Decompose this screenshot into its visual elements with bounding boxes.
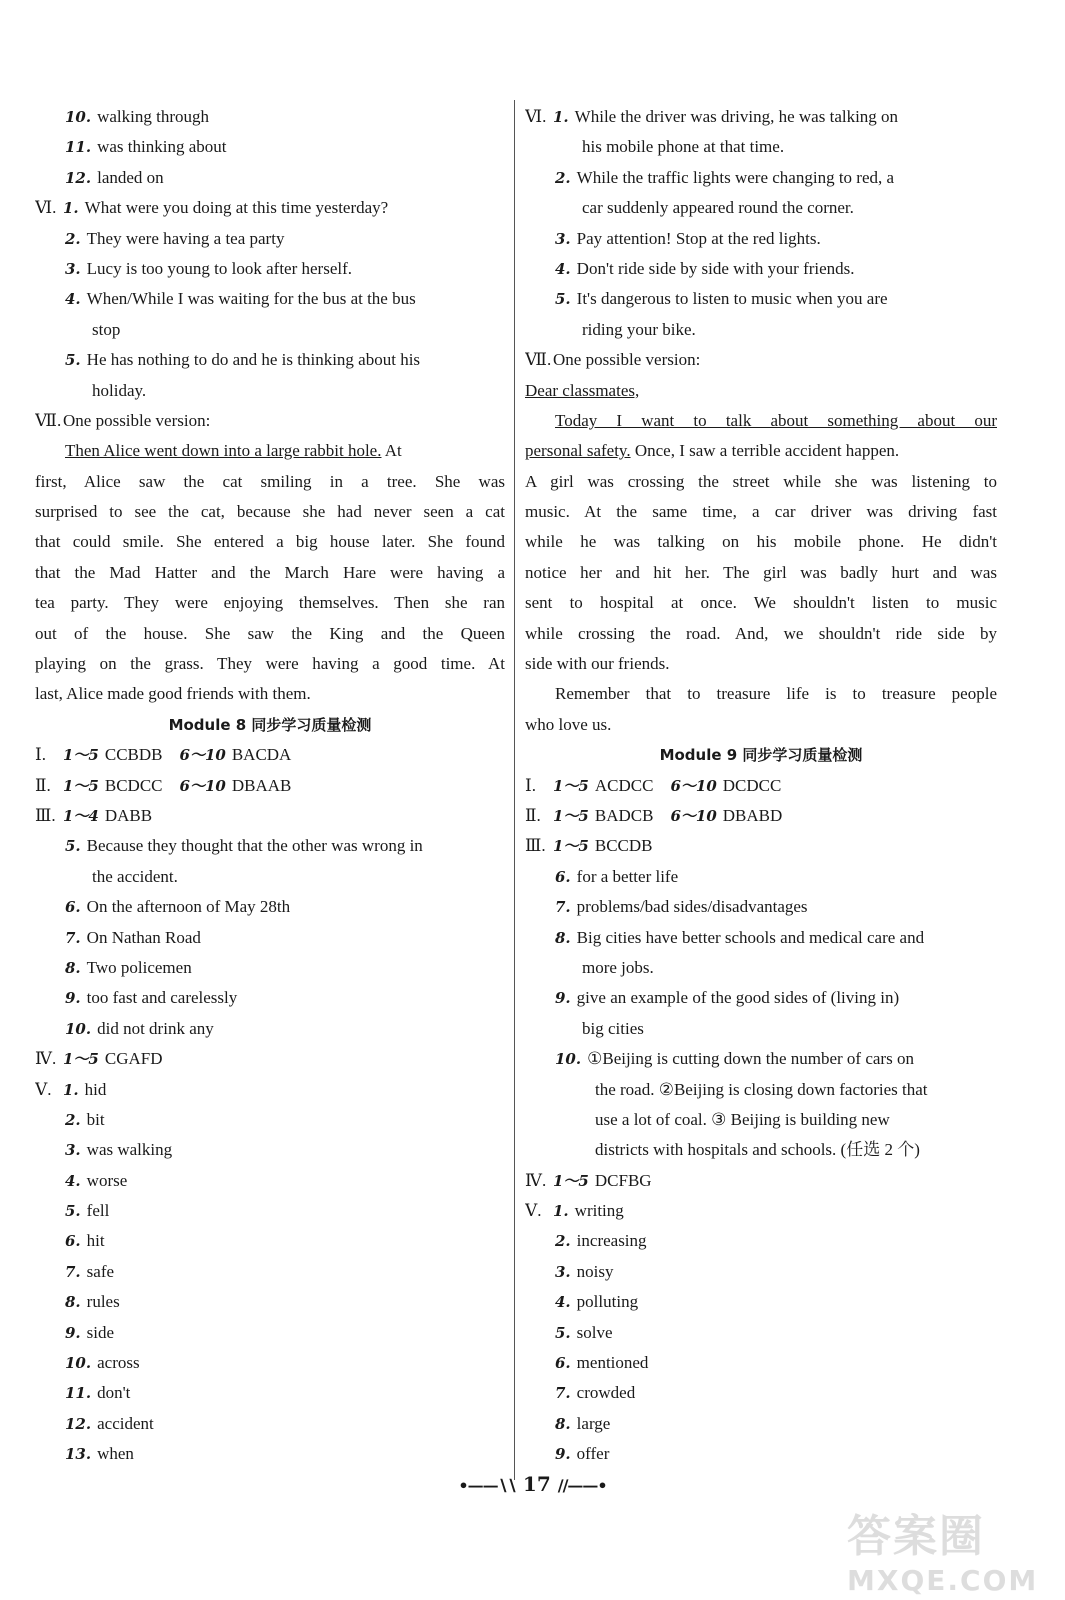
essay-line: who love us.	[525, 714, 612, 734]
answer-line	[35, 193, 505, 223]
section-numeral: Ⅳ.	[35, 1049, 57, 1069]
watermark	[847, 1500, 1047, 1597]
item-number: 10.	[65, 1019, 92, 1038]
answer-text: the accident.	[92, 866, 178, 886]
right-column	[525, 102, 997, 1470]
answer-line	[35, 923, 505, 953]
answer-text: crowded	[576, 1383, 636, 1403]
answer-text: walking through	[97, 107, 210, 126]
answer-line	[525, 1348, 997, 1378]
item-number: 5.	[65, 1202, 81, 1221]
answer-line	[35, 1439, 505, 1469]
answer-text: ①Beijing is cutting down the number of cars on	[587, 1049, 914, 1069]
section-numeral: Ⅴ.	[35, 1079, 52, 1099]
item-number: 5.	[65, 351, 81, 370]
essay-line: out of the house. She saw the King and the Queen	[35, 623, 505, 643]
item-number: 7.	[65, 1262, 81, 1281]
item-range: 1～5	[63, 776, 99, 795]
answer-text: DBAAB	[231, 775, 292, 795]
essay-text: Once, I saw a terrible accident happen.	[630, 441, 900, 461]
answer-line	[35, 163, 505, 193]
essay-line: Remember that to treasure life is to treasure people	[555, 684, 997, 704]
answer-line	[525, 1014, 997, 1044]
answer-line	[35, 862, 505, 892]
answer-line	[35, 1378, 505, 1408]
answer-text: hit	[86, 1231, 105, 1251]
watermark-site: MXQE.COM	[847, 1564, 1039, 1597]
page-number-text: 17	[522, 1472, 551, 1496]
answer-text: riding your bike.	[582, 319, 696, 339]
answer-text: Because they thought that the other was wrong in	[86, 836, 423, 856]
answer-text: landed on	[97, 167, 164, 187]
section-numeral: Ⅶ.	[35, 410, 62, 430]
section-numeral: Ⅴ.	[525, 1201, 542, 1221]
item-number: 3.	[65, 1141, 81, 1160]
section-numeral: Ⅰ.	[525, 775, 536, 795]
answer-text: He has nothing to do and he is thinking about his	[86, 350, 421, 370]
answer-line	[525, 1044, 997, 1074]
item-number: 6.	[65, 1232, 81, 1251]
essay-line: tea party. They were enjoying themselves. Then she ran	[35, 593, 505, 613]
answer-text: was thinking about	[97, 137, 227, 157]
answer-text: solve	[576, 1322, 613, 1342]
answer-line	[525, 1439, 997, 1469]
answer-line	[525, 284, 997, 314]
answer-line	[525, 224, 997, 254]
answer-line	[35, 1257, 505, 1287]
module-heading: Module 8 同步学习质量检测	[168, 715, 372, 734]
item-range: 1～5	[63, 1050, 99, 1069]
item-number: 1.	[553, 1202, 569, 1221]
item-number: 12.	[65, 168, 92, 187]
section-numeral: Ⅲ.	[35, 805, 56, 825]
answer-line	[525, 1226, 997, 1256]
answer-line	[35, 983, 505, 1013]
answer-text: What were you doing at this time yesterday?	[84, 198, 389, 218]
answer-line	[525, 102, 997, 132]
answer-text: BADCB	[594, 805, 654, 825]
section-numeral: Ⅱ.	[35, 775, 51, 795]
essay-line	[35, 436, 505, 466]
answer-text: offer	[576, 1444, 610, 1464]
item-number: 9.	[555, 1445, 571, 1464]
answer-line	[35, 1196, 505, 1226]
answer-text: On the afternoon of May 28th	[86, 897, 291, 917]
item-range: 6～10	[179, 776, 226, 795]
answer-line	[525, 315, 997, 345]
answer-line	[35, 892, 505, 922]
answer-text: holiday.	[92, 380, 147, 400]
answer-line	[35, 284, 505, 314]
answer-text: fell	[86, 1201, 110, 1221]
answer-line	[525, 801, 997, 831]
answer-line	[525, 771, 997, 801]
answer-text: BCCDB	[594, 836, 653, 856]
essay-line	[525, 436, 997, 466]
item-range: 6～10	[670, 776, 717, 795]
answer-line: districts with hospitals and schools. (任选 2 个)	[595, 1140, 920, 1160]
answer-text: On Nathan Road	[86, 927, 201, 947]
footer-ornament: ∕∕——•	[557, 1476, 607, 1495]
left-column	[35, 102, 505, 1470]
answer-text: his mobile phone at that time.	[582, 137, 785, 157]
answer-line	[35, 953, 505, 983]
item-number: 8.	[65, 958, 81, 977]
item-number: 1.	[553, 108, 569, 126]
answer-line	[35, 1409, 505, 1439]
answer-text: accident	[97, 1413, 154, 1433]
watermark-logo: 答案圈	[847, 1511, 985, 1562]
underlined-text: Today I want to talk about something about our	[555, 410, 997, 430]
item-number: 5.	[555, 290, 571, 309]
item-number: 4.	[65, 1171, 81, 1190]
answer-text: Two policemen	[86, 957, 192, 977]
answer-text: Big cities have better schools and medical care and	[576, 927, 925, 947]
answer-line	[35, 376, 505, 406]
essay-line: side with our friends.	[525, 654, 670, 674]
item-range: 1～5	[553, 806, 589, 825]
answer-text: While the traffic lights were changing to red, a	[576, 167, 895, 187]
essay-line: surprised to see the cat, because she had never seen a cat	[35, 502, 505, 522]
item-number: 10.	[65, 108, 92, 126]
module-heading: Module 9 同步学习质量检测	[659, 746, 863, 765]
item-number: 4.	[555, 1293, 571, 1312]
answer-text: more jobs.	[582, 957, 654, 977]
item-range: 6～10	[670, 806, 717, 825]
answer-text: stop	[92, 319, 121, 339]
answer-line	[35, 406, 505, 436]
answer-line	[525, 193, 997, 223]
answer-line	[525, 1166, 997, 1196]
answer-line	[525, 983, 997, 1013]
item-number: 2.	[65, 229, 81, 248]
item-number: 3.	[555, 1262, 571, 1281]
item-number: 1.	[63, 199, 79, 218]
answer-text: worse	[86, 1170, 128, 1190]
item-range: 1～5	[553, 837, 589, 856]
section-numeral: Ⅰ.	[35, 745, 46, 765]
section-label: One possible version:	[553, 350, 701, 370]
answer-line	[35, 102, 505, 132]
section-numeral: Ⅵ.	[35, 198, 57, 218]
answer-text: for a better life	[576, 866, 679, 886]
essay-line: while crossing the road. And, we shouldn't ride side by	[525, 623, 997, 643]
item-number: 2.	[555, 168, 571, 187]
answer-text: hid	[84, 1079, 107, 1099]
answer-text: DCFBG	[594, 1170, 652, 1190]
answer-text: big cities	[582, 1018, 644, 1038]
page-number	[0, 1472, 1065, 1496]
answer-text: too fast and carelessly	[86, 988, 238, 1008]
item-number: 11.	[65, 1384, 92, 1403]
answer-text: Lucy is too young to look after herself.	[86, 258, 352, 278]
item-number: 2.	[555, 1232, 571, 1251]
answer-text: CCBDB	[104, 745, 163, 765]
item-number: 8.	[65, 1293, 81, 1312]
answer-line	[525, 163, 997, 193]
answer-line	[35, 1348, 505, 1378]
essay-line: that the Mad Hatter and the March Hare were having a	[35, 562, 505, 582]
answer-line	[525, 923, 997, 953]
item-number: 11.	[65, 138, 92, 157]
essay-line: playing on the grass. They were having a good time. At	[35, 654, 505, 674]
item-range: 1～5	[63, 746, 99, 765]
answer-text: writing	[574, 1201, 624, 1221]
item-number: 8.	[555, 1414, 571, 1433]
answer-text: ACDCC	[594, 775, 654, 795]
answer-line	[525, 862, 997, 892]
answer-line	[35, 1044, 505, 1074]
section-label: One possible version:	[63, 410, 211, 430]
essay-line: notice her and hit her. The girl was badly hurt and was	[525, 562, 997, 582]
item-range: 1～4	[63, 806, 99, 825]
answer-text: rules	[86, 1292, 120, 1312]
answer-line	[525, 1196, 997, 1226]
item-number: 3.	[555, 229, 571, 248]
answer-text: Don't ride side by side with your friends.	[576, 258, 855, 278]
answer-line	[35, 1318, 505, 1348]
answer-text: was walking	[86, 1140, 173, 1160]
answer-line	[525, 132, 997, 162]
answer-line: use a lot of coal. ③ Beijing is building new	[595, 1109, 890, 1129]
answer-text: DBABD	[722, 805, 783, 825]
answer-text: They were having a tea party	[86, 228, 285, 248]
item-number: 6.	[555, 867, 571, 886]
answer-line	[525, 1257, 997, 1287]
answer-line	[35, 1287, 505, 1317]
answer-line	[525, 254, 997, 284]
essay-text: At	[381, 441, 402, 461]
answer-line	[525, 831, 997, 861]
item-number: 4.	[555, 259, 571, 278]
answer-line	[35, 1135, 505, 1165]
answer-line	[35, 1075, 505, 1105]
answer-text: DABB	[104, 805, 153, 825]
column-divider	[514, 100, 515, 1480]
item-number: 13.	[65, 1445, 92, 1464]
answer-text: polluting	[576, 1292, 639, 1312]
answer-line	[35, 1105, 505, 1135]
answer-line: the road. ②Beijing is closing down factories that	[595, 1079, 928, 1099]
footer-ornament: •——∖∖	[458, 1476, 516, 1495]
item-number: 6.	[555, 1354, 571, 1373]
item-number: 1.	[63, 1080, 79, 1099]
section-numeral: Ⅶ.	[525, 350, 552, 370]
answer-line	[525, 1318, 997, 1348]
answer-text: mentioned	[576, 1353, 649, 1373]
answer-text: BACDA	[231, 745, 292, 765]
item-number: 7.	[555, 1384, 571, 1403]
item-number: 12.	[65, 1414, 92, 1433]
answer-text: car suddenly appeared round the corner.	[582, 198, 854, 218]
answer-text: When/While I was waiting for the bus at the bus	[86, 289, 416, 309]
item-number: 7.	[555, 898, 571, 917]
item-number: 9.	[65, 989, 81, 1008]
item-number: 7.	[65, 928, 81, 947]
item-number: 2.	[65, 1110, 81, 1129]
answer-line	[35, 254, 505, 284]
answer-text: when	[97, 1444, 134, 1464]
answer-text: give an example of the good sides of (living in)	[576, 988, 900, 1008]
item-number: 10.	[555, 1050, 582, 1069]
item-range: 1～5	[553, 776, 589, 795]
answer-line	[35, 132, 505, 162]
answer-line	[525, 892, 997, 922]
answer-text: increasing	[576, 1231, 647, 1251]
item-range: 1～5	[553, 1171, 589, 1190]
item-range: 6～10	[179, 746, 226, 765]
answer-line	[525, 1409, 997, 1439]
item-number: 9.	[555, 989, 571, 1008]
item-number: 4.	[65, 290, 81, 309]
answer-text: across	[97, 1353, 140, 1373]
answer-line	[525, 1287, 997, 1317]
item-number: 8.	[555, 928, 571, 947]
answer-line	[35, 224, 505, 254]
answer-line	[35, 1166, 505, 1196]
essay-line: first, Alice saw the cat smiling in a tree. She was	[35, 471, 505, 491]
item-number: 9.	[65, 1323, 81, 1342]
underlined-text: Then Alice went down into a large rabbit hole.	[65, 441, 382, 461]
answer-text: did not drink any	[97, 1018, 214, 1038]
answer-line	[35, 1014, 505, 1044]
answer-line	[525, 345, 997, 375]
item-number: 6.	[65, 898, 81, 917]
essay-line: music. At the same time, a car driver was driving fast	[525, 502, 997, 522]
section-numeral: Ⅲ.	[525, 836, 546, 856]
essay-line: that could smile. She entered a big house later. She found	[35, 532, 505, 552]
letter-greeting: Dear classmates,	[525, 380, 640, 400]
answer-line	[35, 345, 505, 375]
essay-line	[525, 376, 997, 406]
answer-line	[35, 740, 505, 770]
answer-line	[35, 801, 505, 831]
section-numeral: Ⅵ.	[525, 107, 547, 126]
essay-line: while he was talking on his mobile phone. He didn't	[525, 532, 997, 552]
answer-text: side	[86, 1322, 115, 1342]
answer-text: CGAFD	[104, 1049, 163, 1069]
answer-text: don't	[97, 1383, 131, 1403]
answer-text: large	[576, 1413, 611, 1433]
answer-text: It's dangerous to listen to music when you are	[576, 289, 888, 309]
essay-line: last, Alice made good friends with them.	[35, 684, 311, 704]
item-number: 5.	[555, 1323, 571, 1342]
section-numeral: Ⅱ.	[525, 805, 541, 825]
answer-text: bit	[86, 1109, 105, 1129]
underlined-text: personal safety.	[525, 441, 631, 461]
item-number: 10.	[65, 1354, 92, 1373]
answer-text: DCDCC	[722, 775, 782, 795]
answer-text: BCDCC	[104, 775, 163, 795]
item-number: 5.	[65, 837, 81, 856]
answer-line	[35, 1226, 505, 1256]
answer-line	[525, 1378, 997, 1408]
answer-text: safe	[86, 1261, 115, 1281]
answer-text: noisy	[576, 1261, 614, 1281]
answer-line	[35, 771, 505, 801]
essay-line: A girl was crossing the street while she was listening to	[525, 471, 997, 491]
answer-text: problems/bad sides/disadvantages	[576, 897, 808, 917]
answer-text: While the driver was driving, he was talking on	[574, 107, 899, 126]
answer-line	[35, 315, 505, 345]
answer-line	[525, 953, 997, 983]
answer-text: Pay attention! Stop at the red lights.	[576, 228, 821, 248]
answer-line	[35, 831, 505, 861]
item-number: 3.	[65, 259, 81, 278]
section-numeral: Ⅳ.	[525, 1170, 547, 1190]
essay-line: sent to hospital at once. We shouldn't listen to music	[525, 593, 997, 613]
